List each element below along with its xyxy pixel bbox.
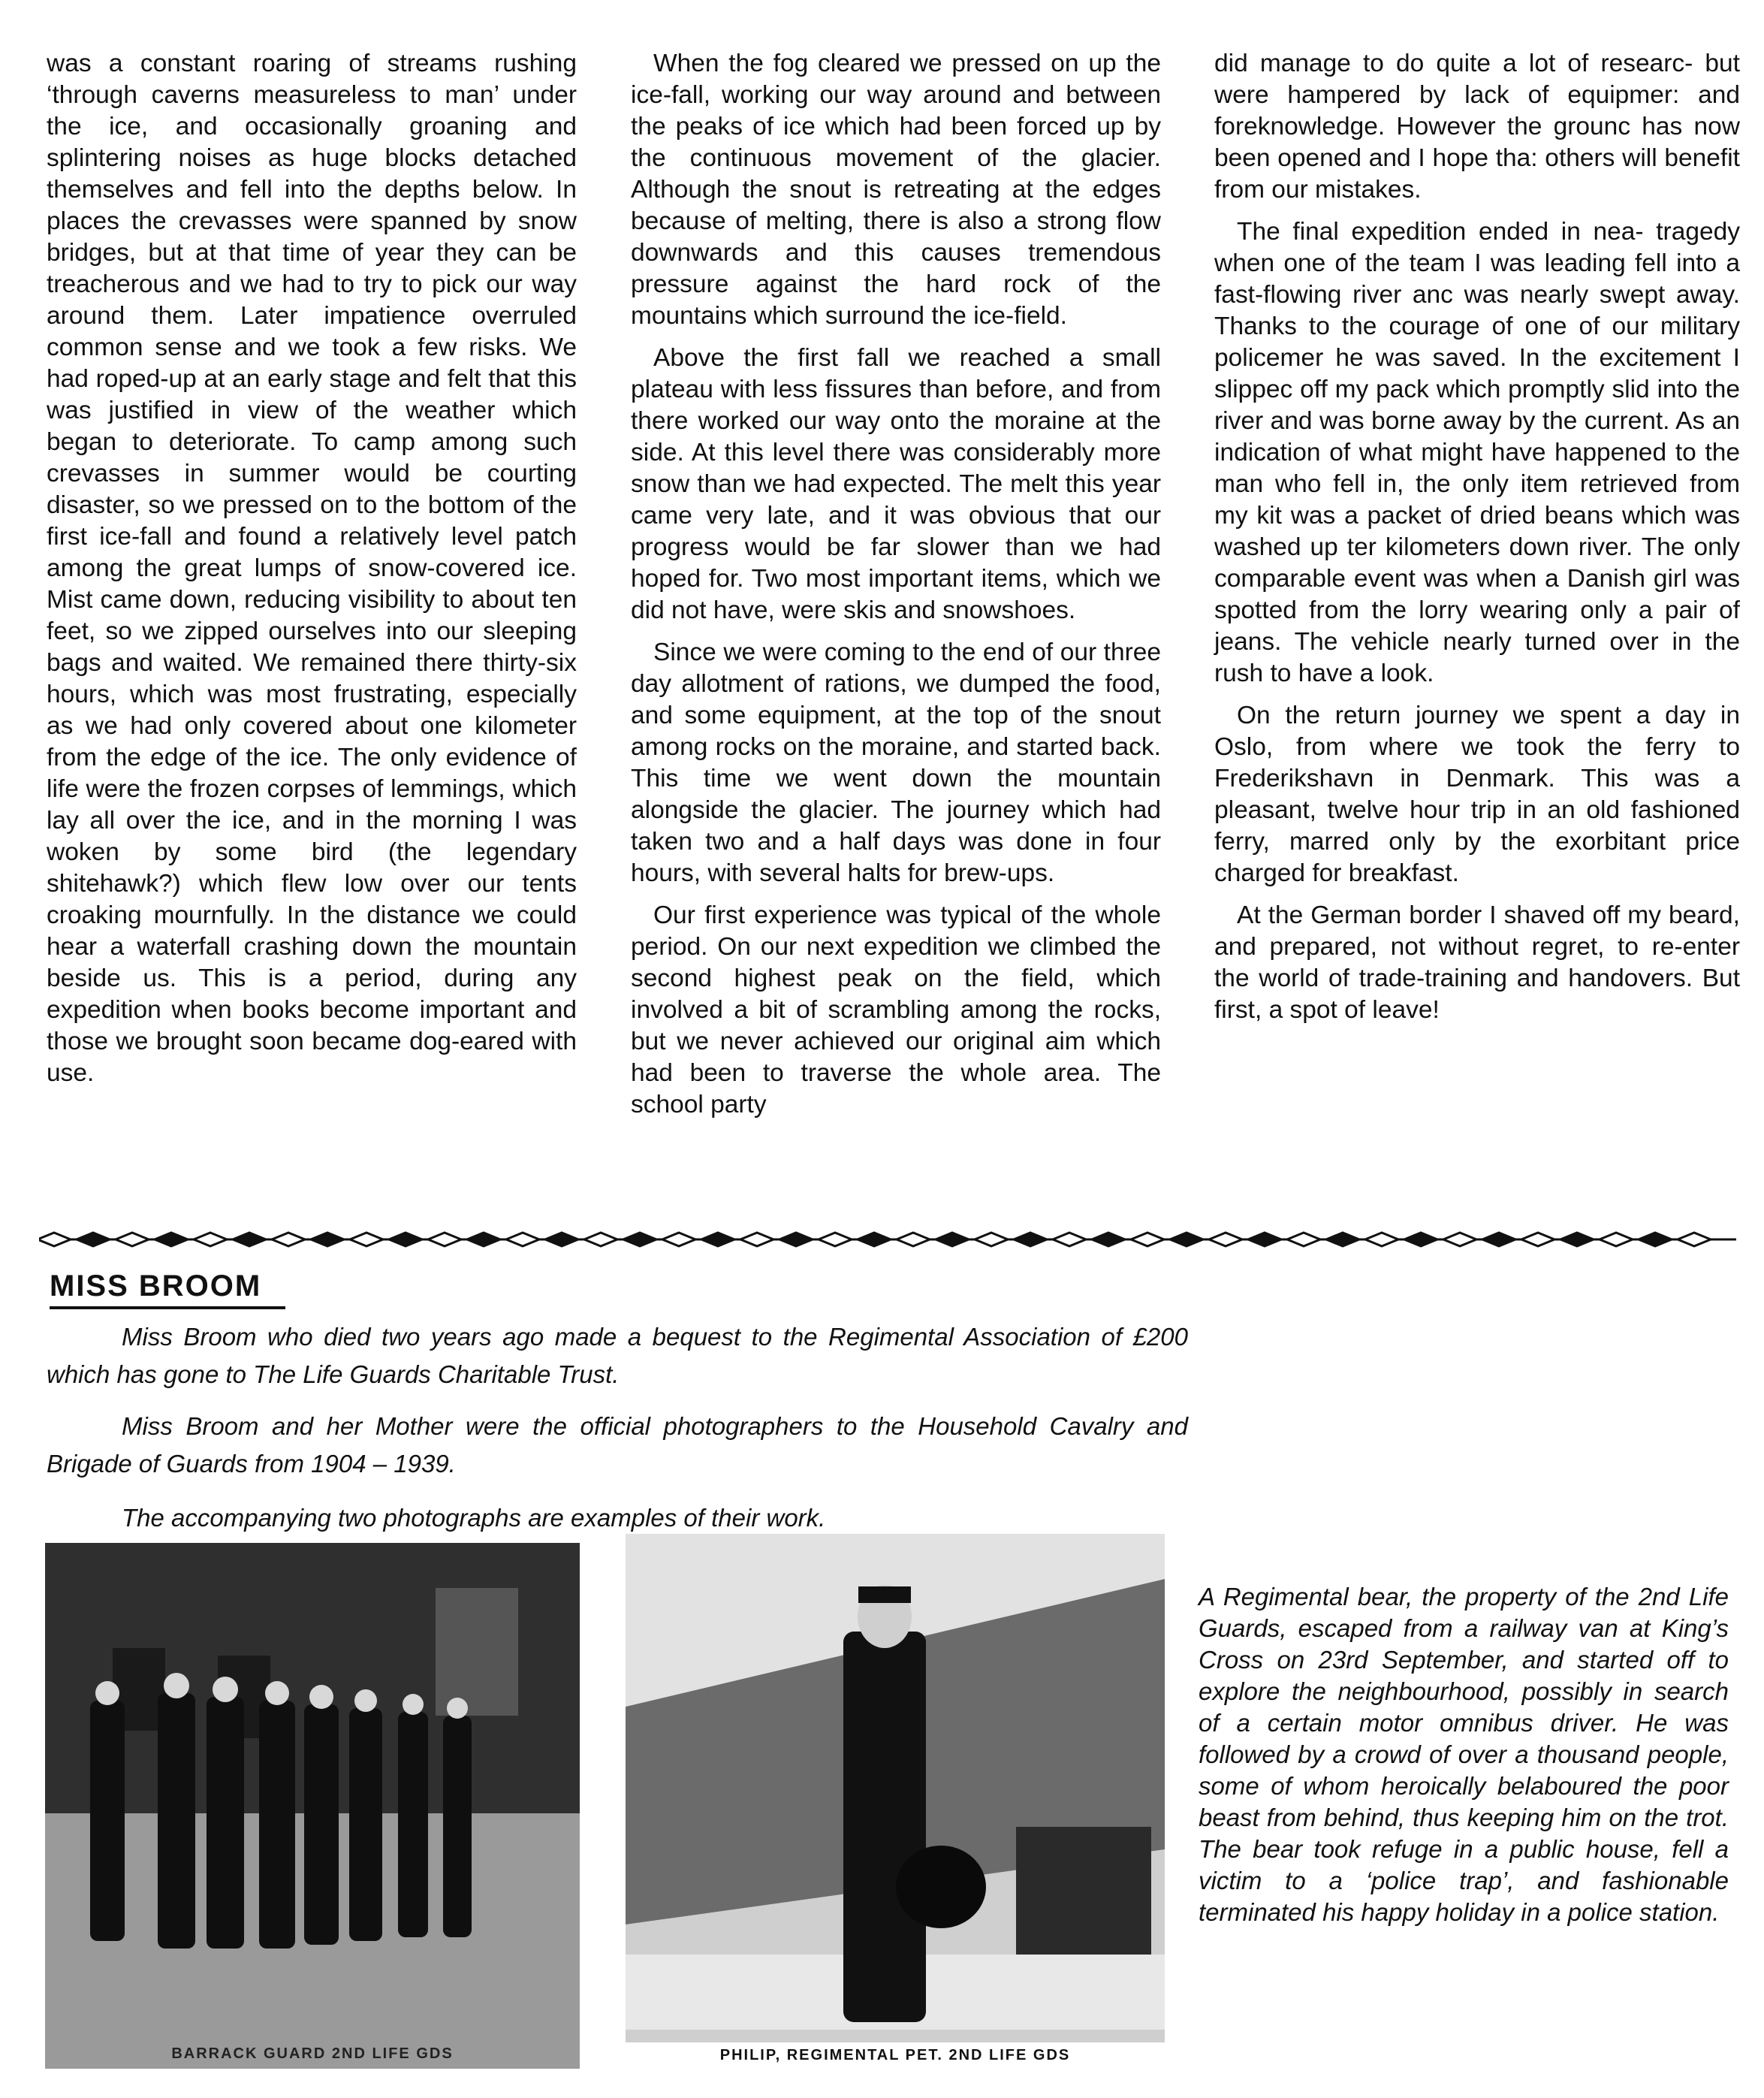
divider-diamond: [1092, 1233, 1125, 1246]
divider-diamond: [39, 1233, 71, 1246]
divider-diamond: [428, 1233, 461, 1246]
photographers-paragraph: [47, 1408, 1188, 1483]
col1-paragraph-1: was a constant roaring of streams rushing ‘through caverns measureless to man’ under the ice, and occasionally groaning and splintering noises as huge blocks detached themselves and fell into the depths below. In places the crevasses were spanned by snow bridges, but at that time of year they can be treacherous and we had to try to pick our way around them. Later impatience overruled common sense and we took a few risks. We had roped-up at an early stage and felt that this was justified in view of the weather which began to deteriorate. To camp among such crevasses in summer would be courting disaster, so we pressed on to the bottom of the first ice-fall and found a relatively level patch among the great lumps of snow-covered ice. Mist came down, reducing visibility to about ten feet, so we zipped ourselves into our sleeping bags and waited. We remained there thirty-six hours, which was most frustrating, especially as we had only covered about one kilometer from the edge of the ice. The only evidence of life were the frozen corpses of lemmings, which lay all over the ice, and in the morning I was woken by some bird (the legendary shitehawk?) which flew low over our tents croaking mournfully. In the distance we could hear a waterfall crashing down the mountain beside us. This is a period, during any expedition when books become important and those we brought soon became dog-eared with use.: [47, 50, 577, 1087]
divider-diamond: [623, 1233, 656, 1246]
barrack-guard-image: [45, 1543, 580, 2069]
divider-diamond: [1600, 1233, 1633, 1246]
divider-diamond: [389, 1233, 422, 1246]
divider-diamond: [936, 1233, 969, 1246]
col2-paragraph-3: Since we were coming to the end of our three day allotment of rations, we dumped the food, and some equipment, at the top of the snout among rocks on the moraine, and started back. This time we went down the mountain alongside the glacier. The journey which had taken two and a half days was done in four hours, with several halts for brew-ups.: [631, 638, 1161, 887]
divider-diamond: [701, 1233, 734, 1246]
divider-diamond: [975, 1233, 1008, 1246]
diamond-divider: [39, 1221, 1736, 1258]
divider-diamond: [1248, 1233, 1281, 1246]
photos-intro-text: The accompanying two photographs are examples of their work.: [122, 1504, 826, 1532]
divider-diamond: [1131, 1233, 1164, 1246]
col3-paragraph-1: did manage to do quite a lot of researc- but were hampered by lack of equipmer: and foreknowledge. However the grounc has now been opened and I hope tha: others will benefit from our mistakes.: [1214, 50, 1740, 204]
divider-diamond: [272, 1233, 305, 1246]
divider-diamond: [1560, 1233, 1594, 1246]
divider-diamond: [584, 1233, 617, 1246]
article-column-3: [1214, 48, 1740, 1037]
regimental-pet-caption: PHILIP, REGIMENTAL PET. 2ND LIFE GDS: [626, 2042, 1165, 2069]
divider-diamond: [897, 1233, 930, 1246]
divider-diamond: [1521, 1233, 1554, 1246]
divider-diamond: [1053, 1233, 1086, 1246]
divider-diamond: [233, 1233, 266, 1246]
barrack-guard-photo: [45, 1543, 580, 2069]
article-column-1: [47, 48, 577, 1100]
divider-diamond: [1326, 1233, 1359, 1246]
divider-diamond: [1014, 1233, 1047, 1246]
bequest-text: Miss Broom who died two years ago made a bequest to the Regimental Association of £200 which has gone to The Life Guards Charitable Trust.: [47, 1323, 1188, 1388]
section-title: MISS BROOM: [50, 1269, 285, 1309]
col2-paragraph-2: Above the first fall we reached a small plateau with less fissures than before, and from there worked our way onto the moraine at the side. At this level there was considerably more snow than we had expected. The melt this year came very late, and it was obvious that our progress would be far slower than we had hoped for. Two most important items, which we did not have, were skis and snowshoes.: [631, 344, 1161, 624]
photographers-text: Miss Broom and her Mother were the official photographers to the Household Cavalry and Brigade of Guards from 1904 – 1939.: [47, 1412, 1188, 1478]
divider-diamond: [1170, 1233, 1203, 1246]
divider-diamond: [662, 1233, 695, 1246]
divider-diamond: [1365, 1233, 1398, 1246]
divider-diamond: [311, 1233, 344, 1246]
col2-paragraph-1: When the fog cleared we pressed on up the ice-fall, working our way around and between the peaks of ice which had been forced up by the continuous movement of the glacier. Although the snout is retreating at the edges because of melting, there is also a strong flow downwards and this causes tremendous pressure against the hard rock of the mountains which surround the ice-field.: [631, 50, 1161, 330]
divider-diamond: [1639, 1233, 1672, 1246]
divider-diamond: [194, 1233, 227, 1246]
col3-paragraph-2: The final expedition ended in nea- tragedy when one of the team I was leading fell into a fast-flowing river anc was nearly swept away. Thanks to the courage of one of our military policemer he was saved. In the excitement I slippec off my pack which promptly slid into the river and was borne away by the current. As an indication of what might have happened to the man who fell in, the only item retrieved from my kit was a packet of dried beans which was washed up ter kilometers down river. The only comparable event was when a Danish girl was spotted from the lorry wearing only a pair of jeans. The vehicle nearly turned over in the rush to have a look.: [1214, 218, 1740, 687]
photos-intro-paragraph: [47, 1499, 1188, 1537]
divider-diamond: [1209, 1233, 1242, 1246]
barrack-guard-caption: BARRACK GUARD 2ND LIFE GDS: [171, 2045, 454, 2062]
divider-diamond: [740, 1233, 773, 1246]
divider-diamond: [1678, 1233, 1711, 1246]
col3-paragraph-4: At the German border I shaved off my beard, and prepared, not without regret, to re-enter the world of trade-training and handovers. But first, a spot of leave!: [1214, 901, 1740, 1024]
divider-diamond: [506, 1233, 539, 1246]
divider-diamond: [350, 1233, 383, 1246]
divider-diamond: [1404, 1233, 1437, 1246]
divider-diamond: [545, 1233, 578, 1246]
divider-diamond: [1287, 1233, 1320, 1246]
col2-paragraph-4: Our first experience was typical of the whole period. On our next expedition we climbed the second highest peak on the field, which involved a bit of scrambling among the rocks, but we never achieved our original aim which had been to traverse the whole area. The school party: [631, 901, 1161, 1118]
divider-diamond: [1482, 1233, 1515, 1246]
bear-story-paragraph: A Regimental bear, the property of the 2nd Life Guards, escaped from a railway van at King’s Cross on 23rd September, and started off to explore the neighbourhood, possibly in search of a certain motor omnibus driver. He was followed by a crowd of over a thousand people, some of whom heroically belaboured the poor beast from behind, thus keeping him on the trot. The bear took refuge in a public house, fell a victim to a ‘police trap’, and fashionable terminated his happy holiday in a police station.: [1199, 1583, 1729, 1926]
miss-broom-bequest-paragraph: [47, 1318, 1188, 1393]
divider-diamond: [155, 1233, 188, 1246]
regimental-pet-photo: [626, 1534, 1165, 2069]
divider-diamond: [819, 1233, 852, 1246]
divider-diamond: [116, 1233, 149, 1246]
divider-diamond: [77, 1233, 110, 1246]
divider-diamond: [1443, 1233, 1476, 1246]
col3-paragraph-3: On the return journey we spent a day in Oslo, from where we took the ferry to Frederikshavn in Denmark. This was a pleasant, twelve hour trip in an old fashioned ferry, marred only by the exorbitant price charged for breakfast.: [1214, 702, 1740, 887]
divider-diamond: [779, 1233, 813, 1246]
divider-diamond: [467, 1233, 500, 1246]
article-column-2: [631, 48, 1161, 1131]
regimental-pet-image: [626, 1534, 1165, 2069]
divider-diamond: [858, 1233, 891, 1246]
